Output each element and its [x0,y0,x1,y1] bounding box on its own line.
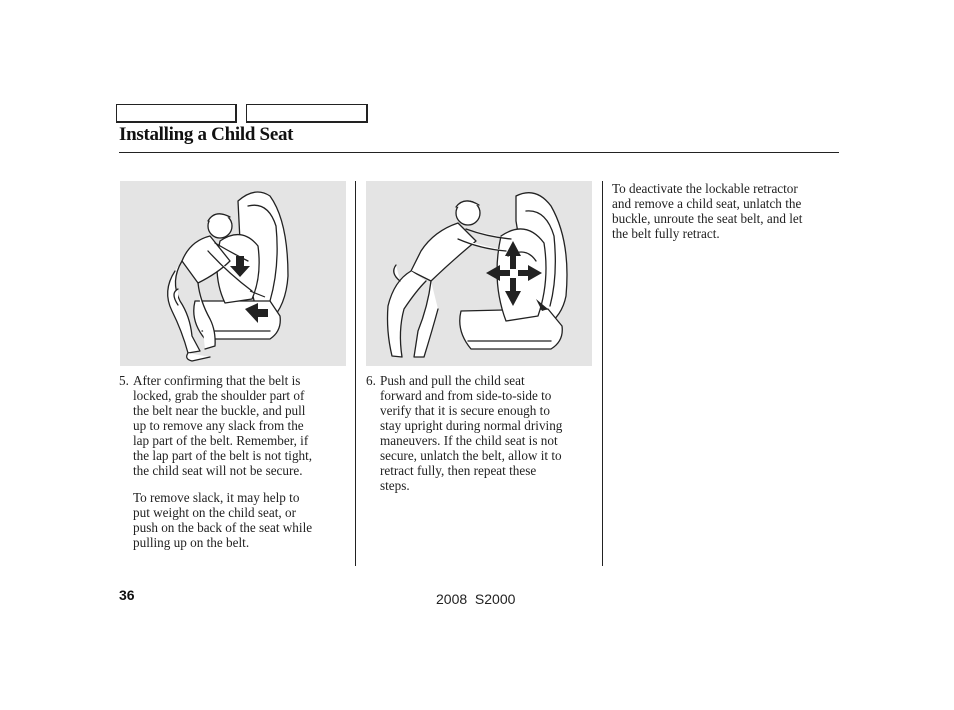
nav-tab-1[interactable] [116,104,237,123]
deactivate-line: To deactivate the lockable retractor [612,181,798,196]
page-title: Installing a Child Seat [119,124,294,145]
step-5-number: 5. [119,373,129,388]
step-5-line: the belt near the buckle, and pull [133,403,306,418]
illustration-remove-slack [120,181,346,366]
step-6-line: maneuvers. If the child seat is not [380,433,558,448]
deactivate-line: and remove a child seat, unlatch the [612,196,802,211]
step-6-number: 6. [366,373,376,388]
step-6-line: retract fully, then repeat these [380,463,537,478]
step-5-line: the child seat will not be secure. [133,463,303,478]
nav-tab-2[interactable] [246,104,368,123]
column-divider-1 [355,181,356,566]
slack-tip-line: put weight on the child seat, or [133,505,296,520]
step-6-line: secure, unlatch the belt, allow it to [380,448,562,463]
step-6-line: steps. [380,478,410,493]
step-5-line: the lap part of the belt is not tight, [133,448,313,463]
slack-tip-line: push on the back of the seat while [133,520,313,535]
slack-tip-line: pulling up on the belt. [133,535,250,550]
deactivate-line: the belt fully retract. [612,226,720,241]
step-6-line: stay upright during normal driving [380,418,563,433]
step-5-line: lap part of the belt. Remember, if [133,433,309,448]
column-divider-2 [602,181,603,566]
remove-slack-drawing [120,181,346,366]
step-5-line: up to remove any slack from the [133,418,304,433]
illustration-push-pull-seat [366,181,592,366]
step-5-line: locked, grab the shoulder part of [133,388,305,403]
deactivate-retractor-text [612,181,840,241]
slack-tip-line: To remove slack, it may help to [133,490,300,505]
deactivate-line: buckle, unroute the seat belt, and let [612,211,803,226]
page-number: 36 [119,587,135,603]
step-6-line: forward and from side-to-side to [380,388,552,403]
step-5-slack-tip [133,490,345,550]
title-rule [119,152,839,153]
step-5-text [133,373,343,478]
step-6-text [380,373,594,493]
footer-model: 2008 S2000 [436,591,516,607]
step-6-line: verify that it is secure enough to [380,403,550,418]
step-5-line: After confirming that the belt is [133,373,301,388]
step-6-line: Push and pull the child seat [380,373,525,388]
push-pull-drawing [366,181,592,366]
